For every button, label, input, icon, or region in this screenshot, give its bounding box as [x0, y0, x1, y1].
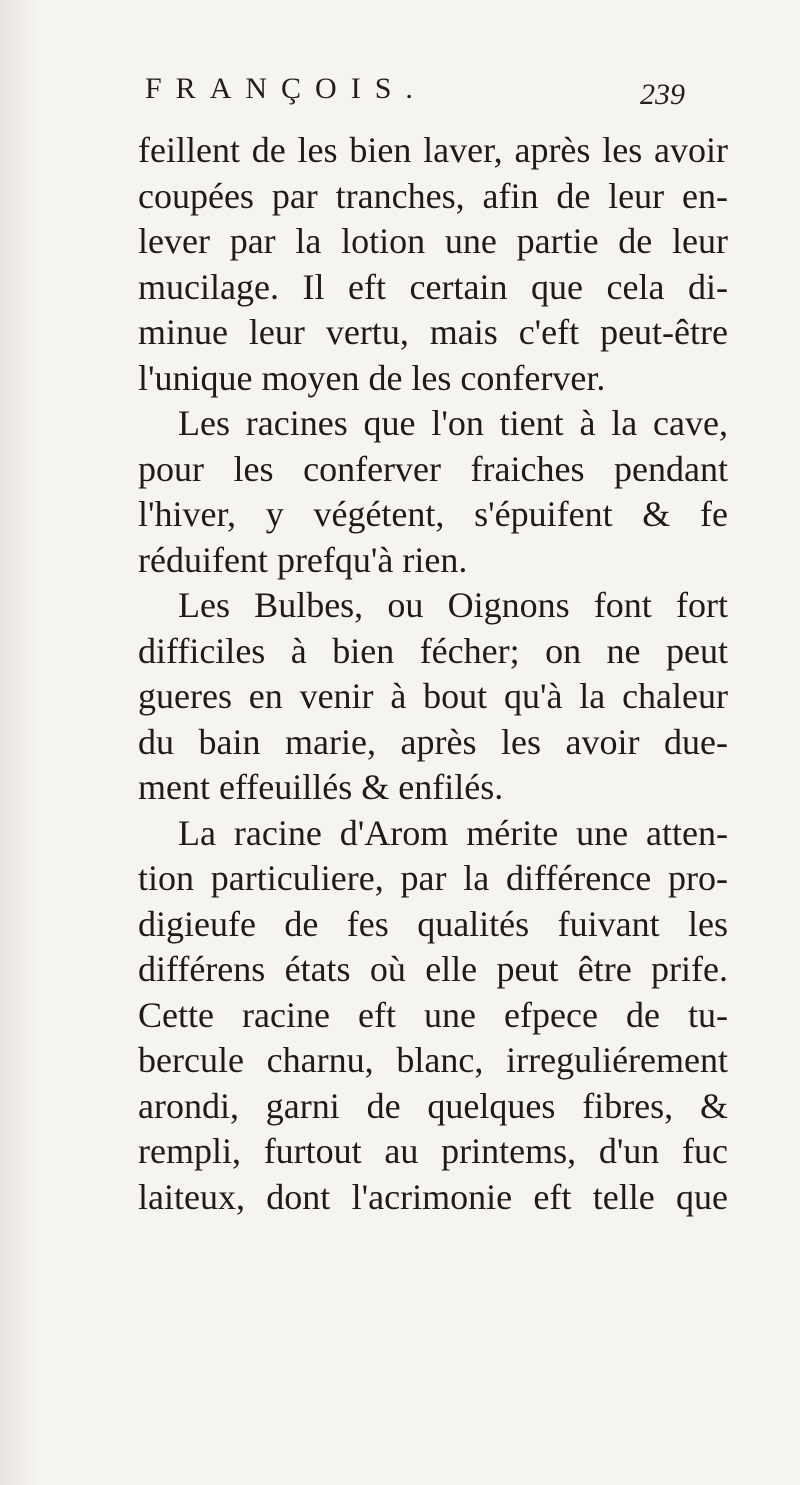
text-line: digieufe de fes qualités fuivant les	[138, 903, 728, 944]
text-line: Cette racine eft une efpece de tu-	[138, 994, 728, 1035]
text-line: l'unique moyen de les conferver.	[138, 357, 606, 398]
text-line: mucilage. Il eft certain que cela di-	[138, 266, 728, 307]
text-line: La racine d'Arom mérite une atten-	[178, 812, 728, 853]
text-line: Les racines que l'on tient à la cave,	[178, 403, 728, 443]
text-line: ment effeuillés & enfilés.	[138, 767, 504, 807]
text-line: difficiles à bien fécher; on ne peut	[138, 630, 728, 671]
text-line: du bain marie, après les avoir due-	[138, 721, 728, 762]
text-line: Les Bulbes, ou Oignons font fort	[178, 585, 728, 625]
text-line: bercule charnu, blanc, irreguliérement	[138, 1040, 728, 1080]
text-line: tion particuliere, par la différence pro-	[138, 858, 728, 898]
body-text	[138, 128, 728, 1220]
text-line: pour les conferver fraiches pendant	[138, 448, 728, 489]
text-line: arondi, garni de quelques fibres, &	[138, 1085, 728, 1126]
text-line: minue leur vertu, mais c'eft peut-être	[138, 312, 728, 352]
page-number: 239	[640, 78, 685, 111]
text-line: laiteux, dont l'acrimonie eft telle que	[138, 1176, 728, 1217]
text-line: coupées par tranches, afin de leur en-	[138, 175, 728, 216]
text-line: réduifent prefqu'à rien.	[138, 539, 468, 580]
running-head: FRANÇOIS.	[145, 72, 427, 105]
text-line: gueres en venir à bout qu'à la chaleur	[138, 676, 728, 716]
text-line: l'hiver, y végétent, s'épuifent & fe	[138, 494, 728, 534]
text-line: feillent de les bien laver, après les avoir	[138, 130, 728, 170]
text-line: différens états où elle peut être prife.	[138, 949, 728, 989]
text-line: lever par la lotion une partie de leur	[138, 221, 728, 261]
page-header	[145, 72, 685, 122]
text-line: rempli, furtout au printems, d'un fuc	[138, 1131, 728, 1171]
